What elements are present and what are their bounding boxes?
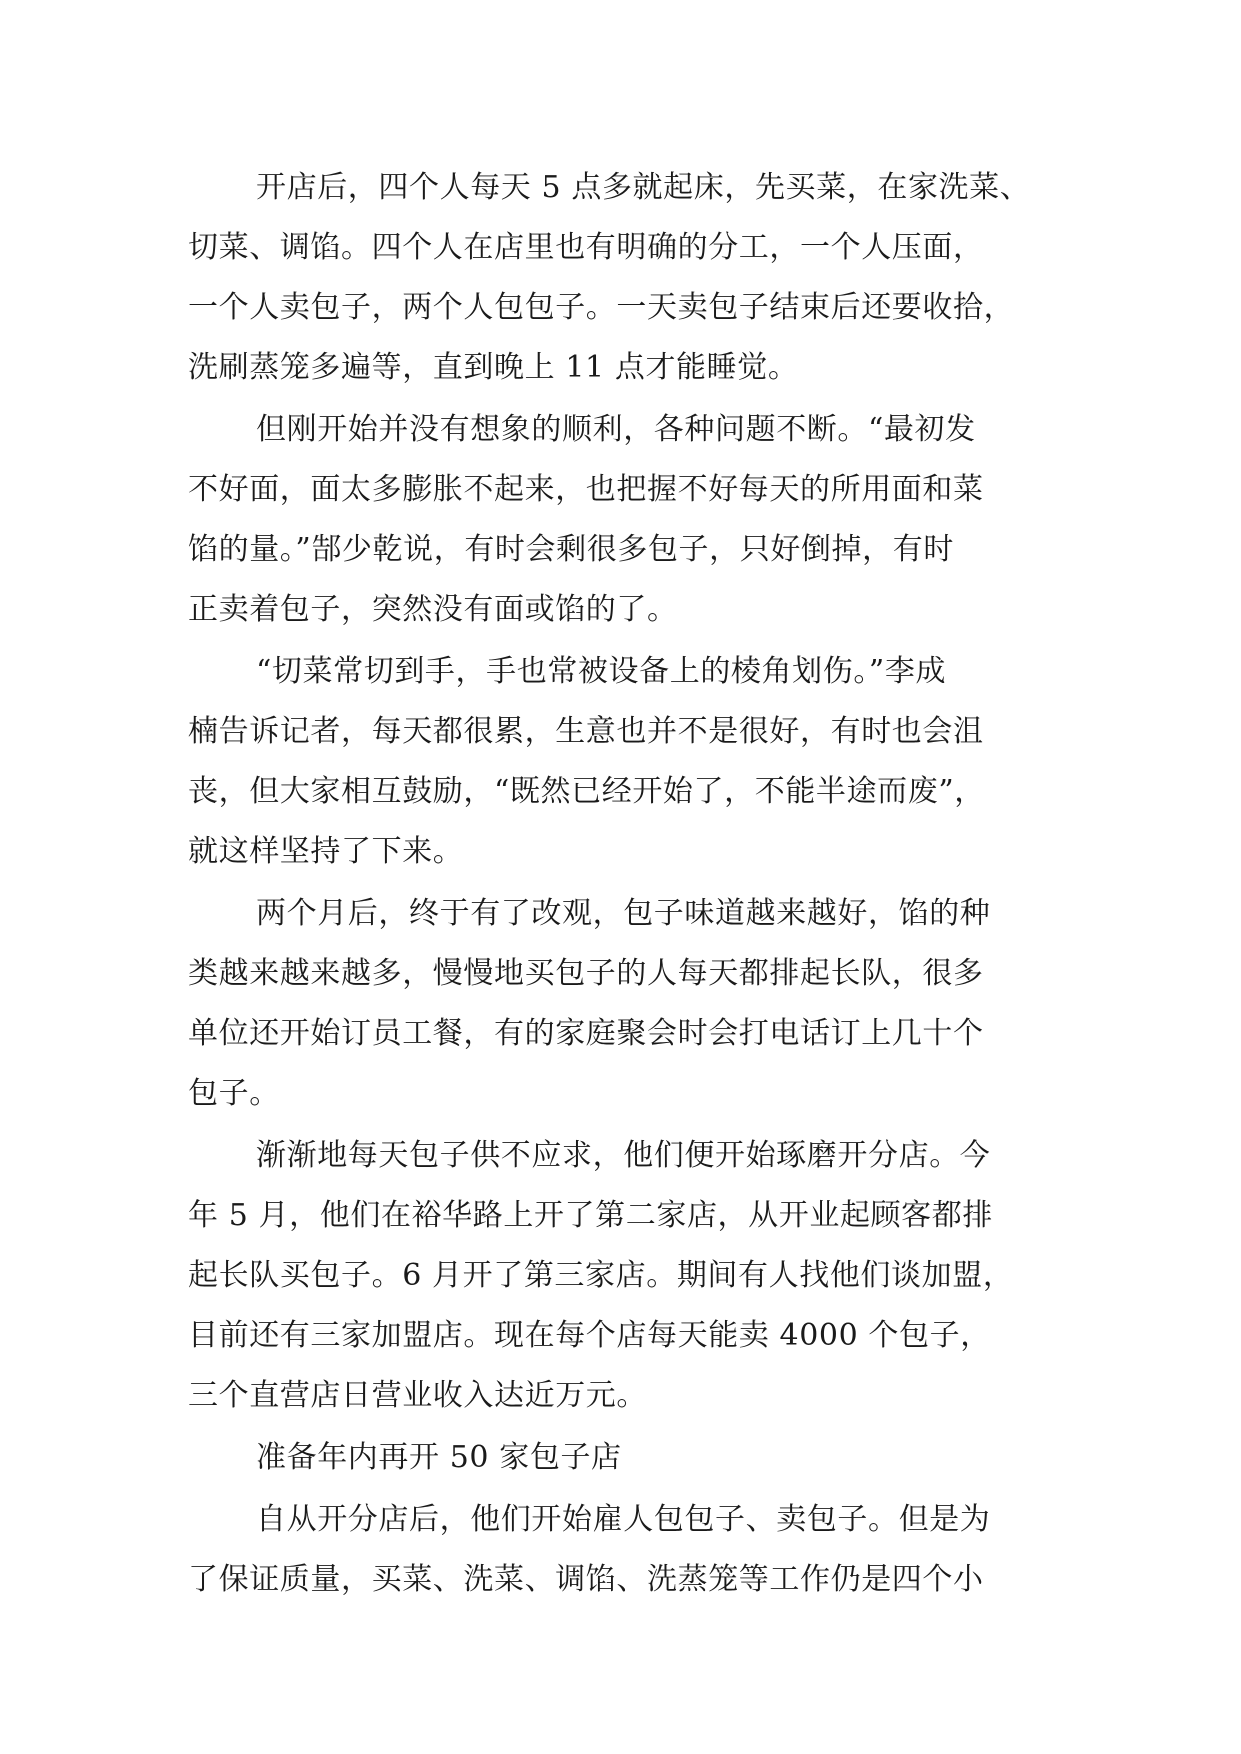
text-line: “切菜常切到手，手也常被设备上的棱角划伤。”李成 <box>256 654 947 689</box>
text-line: 渐渐地每天包子供不应求，他们便开始琢磨开分店。今 <box>256 1138 991 1173</box>
text-line: 就这样坚持了下来。 <box>188 834 464 869</box>
text-line: 楠告诉记者，每天都很累，生意也并不是很好，有时也会沮 <box>188 714 984 749</box>
text-line: 了保证质量，买菜、洗菜、调馅、洗蒸笼等工作仍是四个小 <box>188 1562 984 1597</box>
text-line: 三个直营店日营业收入达近万元。 <box>188 1378 647 1413</box>
text-line: 正卖着包子，突然没有面或馅的了。 <box>188 592 678 627</box>
text-line: 单位还开始订员工餐，有的家庭聚会时会打电话订上几十个 <box>188 1016 984 1051</box>
text-line: 目前还有三家加盟店。现在每个店每天能卖 4000 个包子， <box>188 1318 991 1353</box>
text-line: 类越来越来越多，慢慢地买包子的人每天都排起长队，很多 <box>188 956 984 991</box>
text-line: 但刚开始并没有想象的顺利，各种问题不断。“最初发 <box>256 412 976 447</box>
text-line: 自从开分店后，他们开始雇人包包子、卖包子。但是为 <box>256 1502 991 1537</box>
text-line: 洗刷蒸笼多遍等，直到晚上 11 点才能睡觉。 <box>188 350 799 385</box>
text-line: 起长队买包子。6 月开了第三家店。期间有人找他们谈加盟， <box>188 1258 1014 1293</box>
text-line: 年 5 月，他们在裕华路上开了第二家店，从开业起顾客都排 <box>188 1198 993 1233</box>
text-line: 包子。 <box>188 1076 280 1111</box>
text-line: 一个人卖包子，两个人包包子。一天卖包子结束后还要收拾， <box>188 290 1015 325</box>
text-line: 丧，但大家相互鼓励，“既然已经开始了，不能半途而废”， <box>188 774 985 809</box>
text-line: 切菜、调馅。四个人在店里也有明确的分工，一个人压面， <box>188 230 984 265</box>
text-line: 两个月后，终于有了改观，包子味道越来越好，馅的种 <box>256 896 991 931</box>
text-line: 开店后，四个人每天 5 点多就起床，先买菜，在家洗菜、 <box>256 170 1031 205</box>
text-line: 不好面，面太多膨胀不起来，也把握不好每天的所用面和菜 <box>188 472 984 507</box>
text-line: 馅的量。”郜少乾说，有时会剩很多包子，只好倒掉，有时 <box>188 532 954 567</box>
section-heading: 准备年内再开 50 家包子店 <box>256 1440 622 1475</box>
